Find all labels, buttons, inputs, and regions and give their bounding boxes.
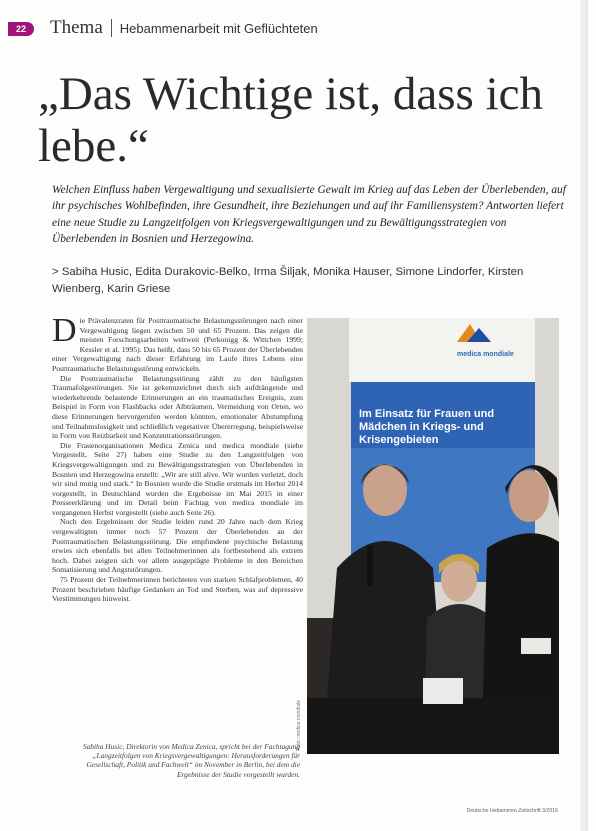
photo-credit: Foto: medica mondiale [296, 700, 302, 751]
lead-paragraph: Welchen Einfluss haben Vergewaltigung und sexualisierte Gewalt im Krieg auf das Leben der Überlebenden, auf ihr psychisches Wohlbefinden, ihre Gesundheit, ihre Beziehungen und auf ihr Familiensystem? Antworten liefert eine neue Studie zu Langzeitfolgen von Kriegsvergewaltigungen und zu Bewältigungsstrategien von Überlebenden in Bosnien und Herzegowina. [52, 184, 566, 246]
photo-caption: Sabiha Husic, Direktorin von Medica Zenica, spricht bei der Fachtagung „Langzeitfolgen von Kriegsvergewaltigungen: Herausforderungen für Gesellschaft, Politik und Fachwelt“ im November in Berlin, bei dem die Ergebnisse der Studie vorgestellt wurden. [82, 742, 300, 779]
page-footer: Deutsche Hebammen Zeitschrift 3/2016 [466, 808, 558, 814]
running-header [50, 17, 318, 39]
headline: „Das Wichtige ist, dass ich lebe.“ [38, 68, 543, 172]
header-section: Thema [50, 17, 103, 38]
body-paragraph: Die Posttraumatische Belastungsstörung zählt zu den häufigsten Traumafolgestörungen. Sie ist gekennzeichnet durch sich aufdrängende und wiederkehrende belastende Erinnerungen an ein traumatisches Ereignis, zum Beispiel in Form von Flashbacks oder Albträumen, Vermeidung von Orten, wo diese Erinnerungen hervorgerufen werden könnten, emotionaler Abstumpfung und Teilnahmslosigkeit und schließlich vegetativer Übererregung, beispielsweise in Form von Reizbarkeit und Konzentrationsstörungen. [52, 373, 303, 441]
conference-photo [307, 318, 559, 754]
photo-illustration [307, 318, 559, 754]
banner-logo-text: medica mondiale [457, 351, 514, 358]
header-divider [111, 19, 112, 37]
body-paragraph: 75 Prozent der Teilnehmerinnen berichteten von starken Schlafproblemen, 40 Prozent beschrieben häufige Gedanken an Tod und Sterben, was auf depressive Verstimmungen hinweist. [52, 575, 303, 604]
body-paragraph: Noch den Ergebnissen der Studie leiden rund 20 Jahre nach dem Krieg vergewaltigten immer noch 57 Prozent der Überlebenden an der Posttraumatischen Belastungsstörung. Die empfundene psychische Belastung erwies sich ebenfalls bei allen Teilnehmerinnen als fortbestehend als extrem hoch. Dabei zeigten sich vor allem ausgeprägte Probleme in den Bereichen Somatisierung und Angststörungen. [52, 517, 303, 575]
body-paragraph: ie Prävalenzraten für Posttraumatische Belastungsstörungen nach einer Vergewaltigung liegen zwischen 50 und 65 Prozent. Das zeigen die meisten Forschungsarbeiten weltweit (Perkonigg & Wittchen 1999; Kessler et al. 1995). Das heißt, dass 50 bis 65 Prozent der Überlebenden einer Vergewaltigung nach dieser Erfahrung im Laufe ihres Lebens eine Posttraumatische Belastungsstörung entwickeln. [52, 316, 303, 373]
body-paragraph: Die Frauenorganisationen Medica Zenica und medica mondiale (siehe Vorgestellt, Seite 27) haben eine Studie zu den Langzeitfolgen von Kriegsvergewaltigungen und zu Bewältigungsstrategien von Überlebenden in Bosnien und Herzegowina erstellt: „Wir are still alive. Wir wurden verletzt, doch wir sind mutig und stark.“ In Bosnien wurde die Studie erstmals im Herbst 2014 vorgestellt, in Deutschland wurden die Ergebnisse im Mai 2015 in einer Presseerklärung und im Detail beim Fachtag von medica mondiale im vergangenen Herbst vorgestellt (siehe auch Seite 26). [52, 440, 303, 517]
page-edge [580, 0, 588, 831]
header-topic: Hebammenarbeit mit Geflüchteten [119, 20, 318, 36]
drop-cap: D [52, 316, 77, 349]
author-list: > Sabiha Husic, Edita Durakovic-Belko, Irma Šiljak, Monika Hauser, Simone Lindorfer, Kirsten Wienberg, Karin Griese [52, 266, 524, 295]
banner-logo-panel [349, 318, 535, 382]
body-column [52, 316, 303, 718]
banner-text: Im Einsatz für Frauen und Mädchen in Kriegs- und Krisengebieten [359, 408, 495, 446]
microphone-icon [367, 546, 373, 586]
page-number: 22 [8, 22, 34, 36]
